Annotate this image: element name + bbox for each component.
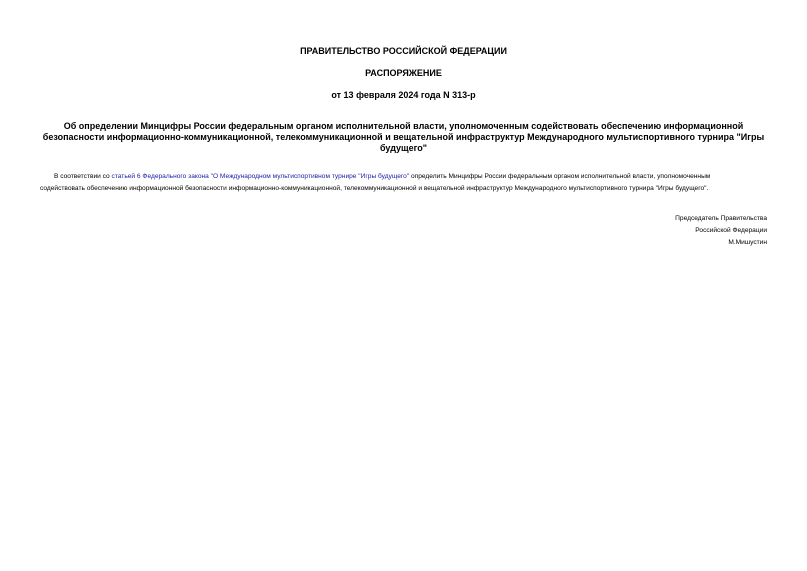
document-date-number: от 13 февраля 2024 года N 313-р xyxy=(331,90,476,100)
signatory-position: Российской Федерации xyxy=(695,227,767,234)
signatory-position: Председатель Правительства xyxy=(675,215,767,222)
document-title xyxy=(40,121,767,154)
title-line: будущего" xyxy=(379,143,428,153)
document-body xyxy=(40,171,768,195)
document-type: РАСПОРЯЖЕНИЕ xyxy=(365,68,442,78)
body-suffix: определить Минцифры России федеральным органом исполнительной власти, уполномоченным xyxy=(409,173,711,180)
issuing-authority: ПРАВИТЕЛЬСТВО РОССИЙСКОЙ ФЕДЕРАЦИИ xyxy=(300,46,507,56)
signatory-name: М.Мишустин xyxy=(728,239,767,246)
law-article-link[interactable]: статьей 6 Федерального закона "О Международном мультиспортивном турнире "Игры будущего" xyxy=(111,173,410,180)
title-line: безопасности информационно-коммуникационной, телекоммуникационной и вещательной инфраструктур Международного мультиспортивного турнира "Игры xyxy=(42,132,765,142)
body-paragraph-line: содействовать обеспечению информационной безопасности информационно-коммуникационной, телекоммуникационной и вещательной инфраструктур Международного мультиспортивного турнира "Игры будущего". xyxy=(40,185,709,192)
signature-block xyxy=(675,213,767,249)
body-paragraph-line xyxy=(40,171,768,183)
body-prefix: В соответствии со xyxy=(54,173,112,180)
title-line: Об определении Минцифры России федеральным органом исполнительной власти, уполномоченным содействовать обеспечению информационной xyxy=(63,121,744,131)
